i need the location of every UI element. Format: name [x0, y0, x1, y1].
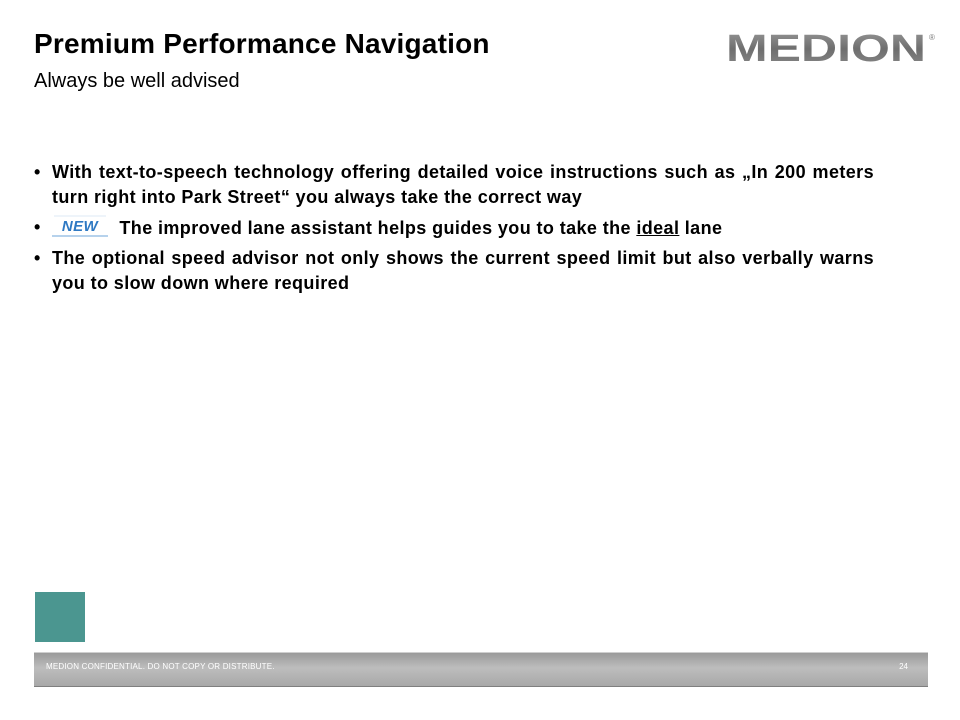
underlined-word: ideal — [636, 218, 680, 238]
new-badge — [52, 215, 108, 237]
list-item — [34, 246, 874, 296]
footer-bar — [34, 652, 928, 687]
svg-text:NEW: NEW — [61, 218, 99, 235]
bullet-dot: • — [34, 248, 41, 268]
page-number: 24 — [899, 662, 908, 671]
list-item — [34, 160, 874, 210]
svg-text:MEDION: MEDION — [726, 30, 926, 66]
bullet-text: The optional speed advisor not only shows the current speed limit but also verbally warns you to slow down where required — [52, 248, 874, 293]
bullet-dot: • — [34, 162, 41, 182]
accent-square — [35, 592, 85, 642]
bullet-dot: • — [34, 217, 41, 237]
bullet-text: With text-to-speech technology offering detailed voice instructions such as „In 200 meters turn right into Park Street“ you always take the correct way — [52, 162, 874, 207]
medion-logo — [726, 30, 938, 66]
bullet-text-before: The improved lane assistant helps guides you to take the — [114, 218, 637, 238]
page-subtitle: Always be well advised — [34, 70, 240, 92]
list-item — [34, 215, 874, 241]
bullet-list — [34, 160, 874, 301]
page-title: Premium Performance Navigation — [34, 28, 490, 59]
svg-text:®: ® — [929, 33, 935, 42]
confidential-notice: MEDION CONFIDENTIAL. DO NOT COPY OR DISTRIBUTE. — [46, 662, 275, 671]
bullet-text-after: lane — [679, 218, 723, 238]
